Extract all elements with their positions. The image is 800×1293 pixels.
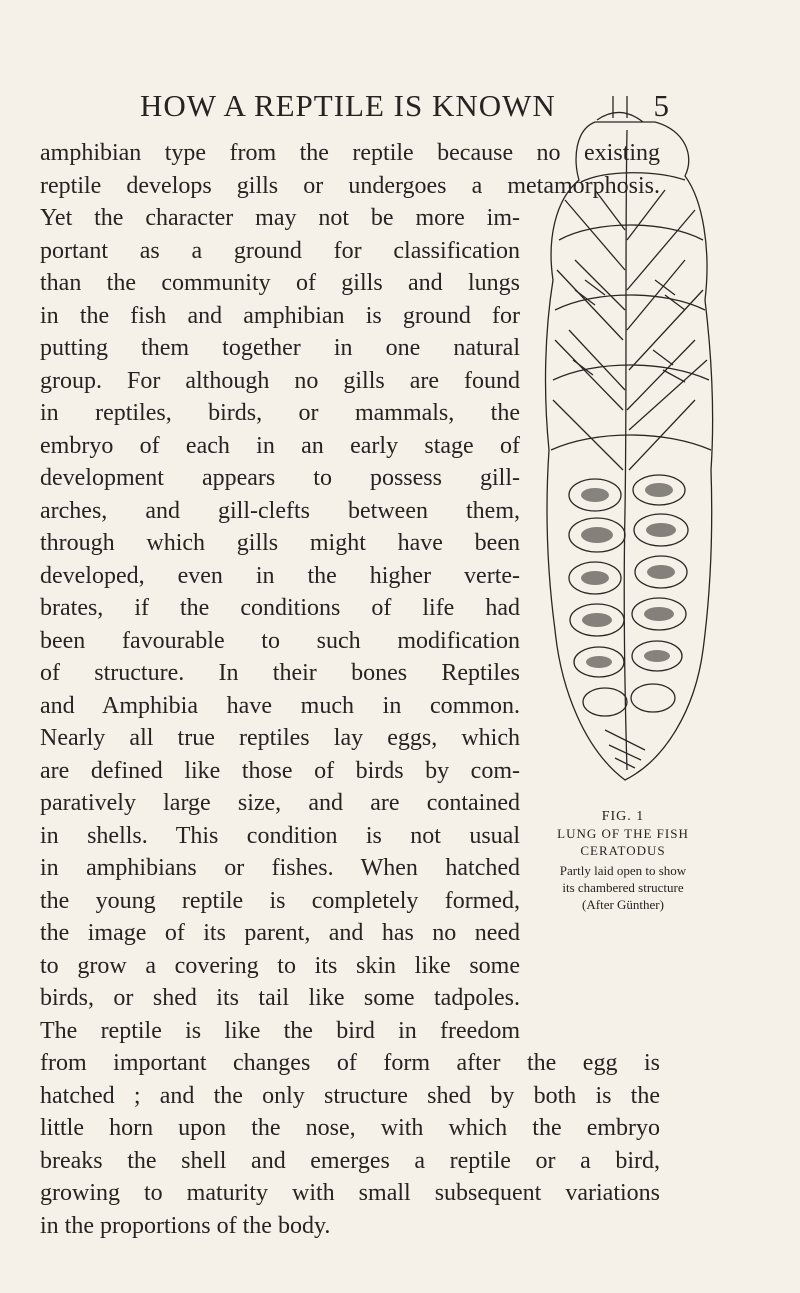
figure-note: its chambered structure — [562, 880, 684, 895]
text-line: from important changes of form after the egg is — [40, 1050, 660, 1076]
text-line: Yet the character may not be more im- — [40, 205, 520, 231]
text-line: been favourable to such modification — [40, 627, 520, 654]
text-line: putting them together in one natural — [40, 335, 520, 361]
text-line: in reptiles, birds, or mammals, the — [40, 400, 520, 426]
text-line: developed, even in the higher verte- — [40, 562, 520, 589]
body-text-narrow — [40, 202, 520, 1047]
running-title: HOW A REPTILE IS KNOWN — [140, 88, 556, 123]
text-line: Nearly all true reptiles lay eggs, which — [40, 725, 520, 751]
text-line: little horn upon the nose, with which the embryo — [40, 1115, 660, 1141]
text-line: The reptile is like the bird in freedom — [40, 1017, 520, 1044]
text-line: arches, and gill-clefts between them, — [40, 497, 520, 524]
figure-credit: (After Günther) — [582, 897, 664, 912]
text-line: are defined like those of birds by com- — [40, 757, 520, 784]
text-line: in shells. This condition is not usual — [40, 822, 520, 849]
figure-note: Partly laid open to show — [559, 863, 687, 878]
figure-label: FIG. 1 — [601, 809, 645, 824]
text-line: portant as a ground for classification — [40, 237, 520, 264]
text-line: and Amphibia have much in common. — [40, 692, 520, 719]
text-line: hatched ; and the only structure shed by both is the — [40, 1082, 660, 1109]
text-line: in the fish and amphibian is ground for — [40, 302, 520, 329]
text-line: group. For although no gills are found — [40, 367, 520, 394]
lung-illustration — [535, 90, 725, 790]
text-line: brates, if the conditions of life had — [40, 595, 520, 621]
text-line: growing to maturity with small subsequent variations — [40, 1180, 660, 1206]
text-line: amphibian type from the reptile because no existing — [40, 140, 660, 166]
figure-title: CERATODUS — [580, 843, 666, 858]
body-text-bottom — [40, 1047, 660, 1242]
text-line: paratively large size, and are contained — [40, 790, 520, 816]
text-line: the image of its parent, and has no need — [40, 920, 520, 946]
text-line: the young reptile is completely formed, — [40, 887, 520, 914]
text-line: through which gills might have been — [40, 530, 520, 556]
text-line: of structure. In their bones Reptiles — [40, 660, 520, 686]
text-line: in amphibians or fishes. When hatched — [40, 855, 520, 881]
text-line: birds, or shed its tail like some tadpoles. — [40, 985, 520, 1011]
figure-caption — [478, 808, 768, 913]
text-line: to grow a covering to its skin like some — [40, 952, 520, 979]
text-line: reptile develops gills or undergoes a metamorphosis. — [40, 172, 660, 199]
figure-title: LUNG OF THE FISH — [557, 826, 689, 841]
page-number: 5 — [653, 88, 670, 123]
text-line: than the community of gills and lungs — [40, 270, 520, 296]
text-line: breaks the shell and emerges a reptile or a bird, — [40, 1147, 660, 1174]
text-line: development appears to possess gill- — [40, 465, 520, 491]
text-line: in the proportions of the body. — [40, 1212, 331, 1239]
text-line: embryo of each in an early stage of — [40, 432, 520, 459]
